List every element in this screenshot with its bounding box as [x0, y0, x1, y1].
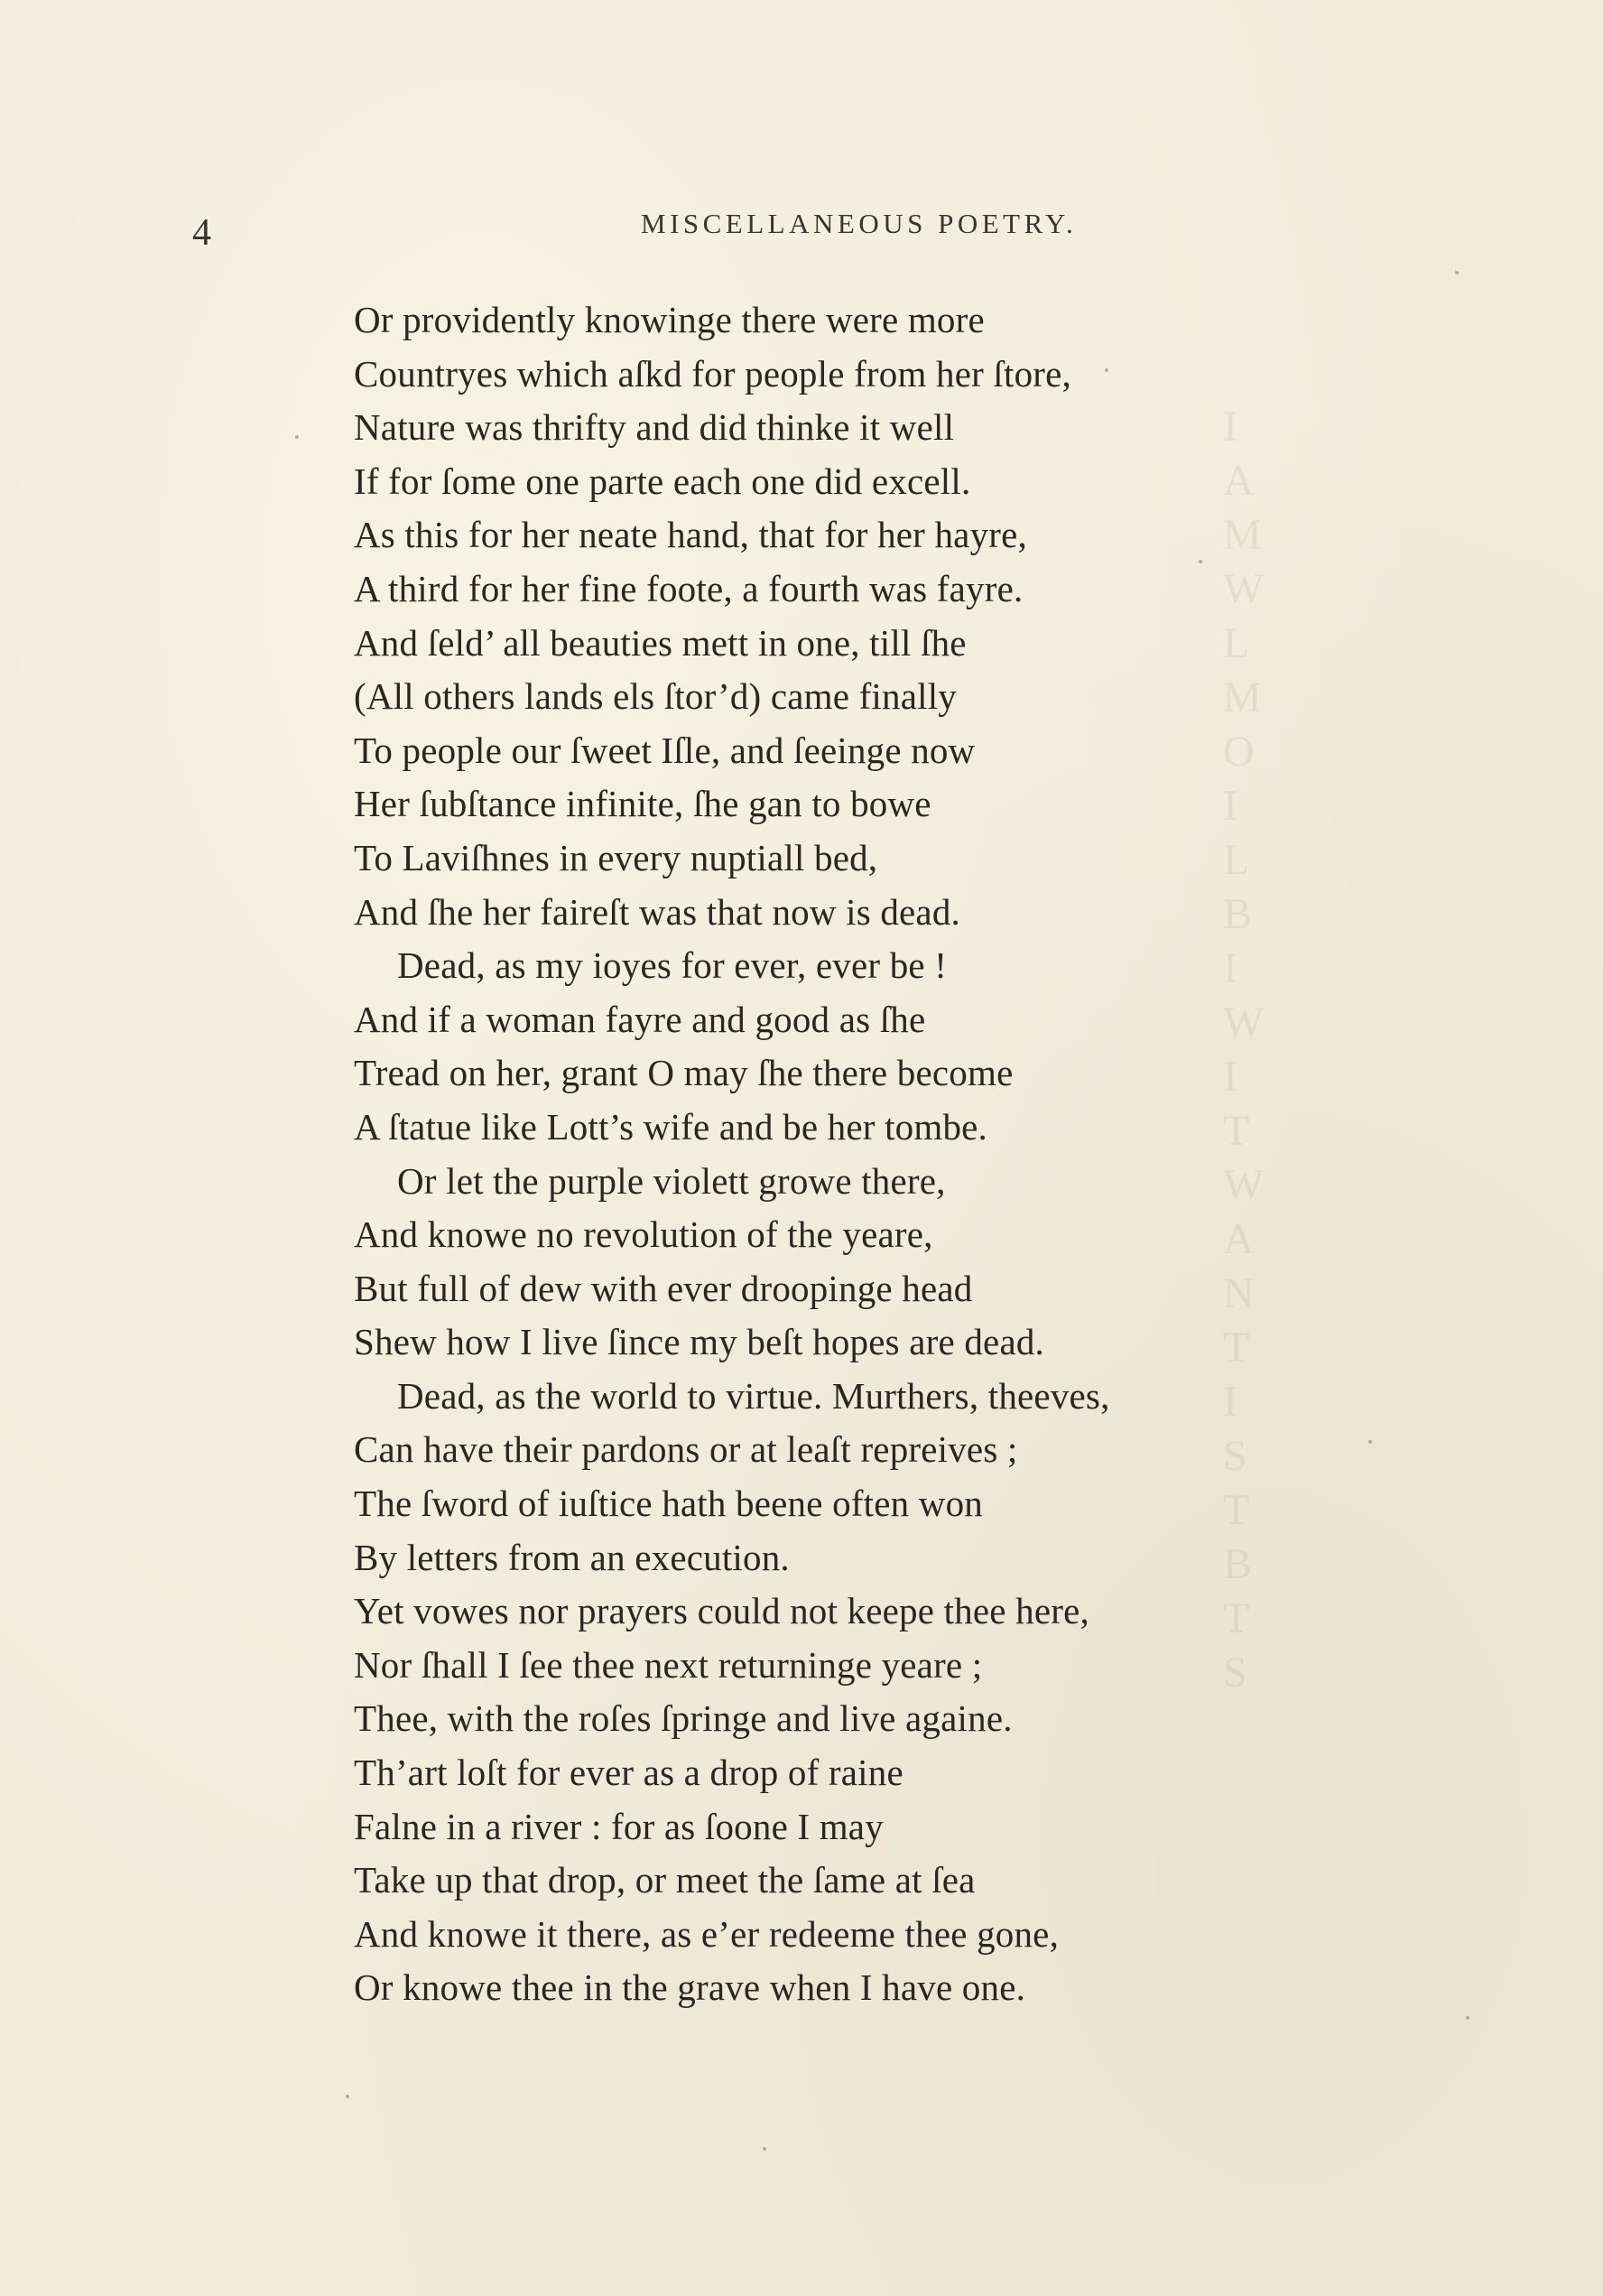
paper-speck — [295, 435, 299, 439]
poem-line: Shew how I live ſince my beſt hopes are dead. — [354, 1321, 1044, 1363]
poem-line: Dead, as the world to virtue. Murthers, theeves, — [397, 1374, 1110, 1417]
poem-line: Falne in a river : for as ſoone I may — [354, 1805, 884, 1847]
paper-speck — [1105, 368, 1108, 372]
poem-line: By letters from an execution. — [354, 1536, 790, 1578]
poem-line: Dead, as my ioyes for ever, ever be ! — [397, 944, 948, 987]
poem-line: And ſhe her faireſt was that now is dead. — [354, 890, 960, 933]
poem-line: To people our ſweet Iſle, and ſeeinge now — [354, 729, 976, 771]
poem-line: Nor ſhall I ſee thee next returninge yeare ; — [354, 1643, 983, 1686]
paper-speck — [346, 2095, 349, 2098]
paper-speck — [1455, 271, 1459, 274]
bleed-through-text: I A M W L M O I L B I W I T W A N T I S T B T S — [1223, 403, 1265, 1696]
paper-speck — [1466, 2016, 1469, 2020]
poem-line: And if a woman fayre and good as ſhe — [354, 998, 926, 1040]
poem-line: But full of dew with ever droopinge head — [354, 1267, 973, 1309]
poem-line: The ſword of iuſtice hath beene often won — [354, 1483, 983, 1525]
poem-line: Tread on her, grant O may ſhe there become — [354, 1052, 1014, 1094]
poem-line: A third for her fine foote, a fourth was fayre. — [354, 567, 1024, 609]
poem-line: Or knowe thee in the grave when I have one. — [354, 1966, 1026, 2009]
paper-speck — [1199, 560, 1202, 563]
poem-line: And ſeld’ all beauties mett in one, till ſhe — [354, 621, 967, 664]
poem-line: Can have their pardons or at leaſt repreives ; — [354, 1428, 1018, 1471]
poem-line: If for ſome one parte each one did excell. — [354, 460, 971, 502]
poem-line: Or let the purple violett growe there, — [397, 1159, 946, 1202]
poem-line: Th’art loſt for ever as a drop of raine — [354, 1752, 903, 1794]
poem-line: A ſtatue like Lott’s wife and be her tombe. — [354, 1105, 987, 1148]
poem-text — [354, 293, 1302, 2015]
poem-line: And knowe no revolution of the yeare, — [354, 1213, 933, 1256]
poem-line: And knowe it there, as e’er redeeme thee gone, — [354, 1912, 1060, 1955]
paper-speck — [1368, 1440, 1372, 1444]
poem-line: Thee, with the roſes ſpringe and live againe. — [354, 1697, 1013, 1740]
poem-line: Her ſubſtance infinite, ſhe gan to bowe — [354, 783, 931, 825]
poem-line: Take up that drop, or meet the ſame at ſea — [354, 1859, 976, 1901]
poem-line: Yet vowes nor prayers could not keepe thee here, — [354, 1590, 1089, 1632]
poem-line: Countryes which aſkd for people from her ſtore, — [354, 352, 1072, 395]
running-head: MISCELLANEOUS POETRY. — [641, 208, 1078, 239]
poem-line: To Laviſhnes in every nuptiall bed, — [354, 836, 878, 878]
paper-speck — [763, 2147, 766, 2151]
poem-line: (All others lands els ſtor’d) came finally — [354, 675, 958, 718]
poem-line: Nature was thrifty and did thinke it well — [354, 406, 955, 449]
poem-line: Or providently knowinge there were more — [354, 299, 985, 340]
poem-line: As this for her neate hand, that for her hayre, — [354, 514, 1027, 556]
page-number: 4 — [192, 212, 211, 254]
